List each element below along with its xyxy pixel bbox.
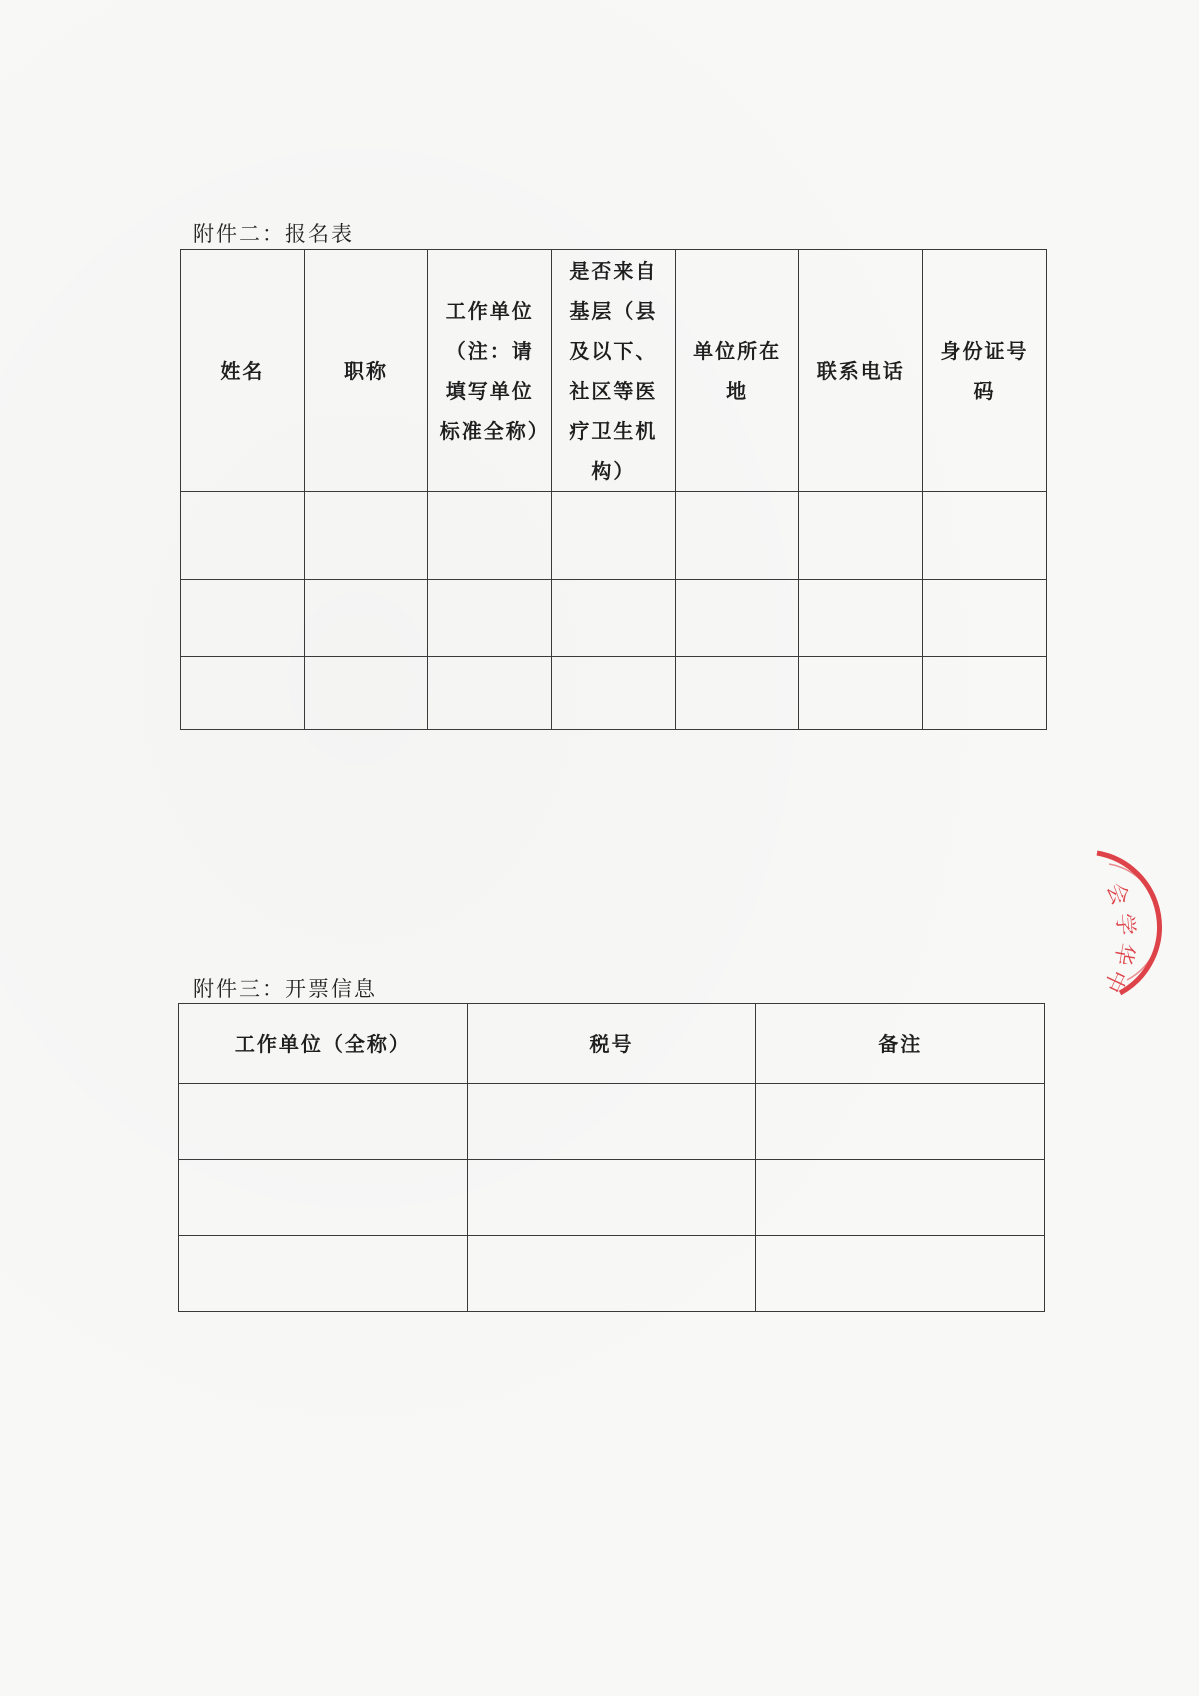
table-cell[interactable] [181, 657, 305, 730]
table-cell[interactable] [179, 1160, 468, 1236]
table-cell[interactable] [304, 657, 428, 730]
table-row [179, 1236, 1045, 1312]
table-cell[interactable] [552, 492, 676, 580]
table-cell[interactable] [756, 1084, 1045, 1160]
header-id-number: 身份证号码 [923, 250, 1047, 492]
table-row [181, 657, 1047, 730]
table-cell[interactable] [799, 492, 923, 580]
table-row [179, 1160, 1045, 1236]
header-work-unit-full: 工作单位（全称） [179, 1004, 468, 1084]
table-cell[interactable] [181, 492, 305, 580]
header-remarks: 备注 [756, 1004, 1045, 1084]
table-cell[interactable] [179, 1084, 468, 1160]
table-cell[interactable] [304, 580, 428, 657]
seal-char: 中 [1098, 965, 1131, 996]
invoice-header-row [179, 1004, 1045, 1084]
table-cell[interactable] [756, 1160, 1045, 1236]
header-grassroots: 是否来自基层（县及以下、社区等医疗卫生机构） [552, 250, 676, 492]
table-row [181, 492, 1047, 580]
table-cell[interactable] [428, 580, 552, 657]
table-cell[interactable] [675, 580, 799, 657]
registration-header-row [181, 250, 1047, 492]
header-title: 职称 [304, 250, 428, 492]
table-cell[interactable] [552, 580, 676, 657]
header-unit-location: 单位所在地 [675, 250, 799, 492]
table-cell[interactable] [552, 657, 676, 730]
registration-table [180, 249, 1047, 730]
header-phone: 联系电话 [799, 250, 923, 492]
table-row [181, 580, 1047, 657]
table-cell[interactable] [428, 657, 552, 730]
header-work-unit: 工作单位（注：请填写单位标准全称） [428, 250, 552, 492]
table-cell[interactable] [467, 1084, 756, 1160]
table-row [179, 1084, 1045, 1160]
seal-char: 会 [1101, 879, 1133, 909]
table-cell[interactable] [923, 492, 1047, 580]
attachment-2-title: 附件二：报名表 [193, 222, 354, 246]
table-cell[interactable] [467, 1236, 756, 1312]
table-cell[interactable] [923, 657, 1047, 730]
seal-char: 华 [1109, 940, 1138, 967]
table-cell[interactable] [675, 492, 799, 580]
table-cell[interactable] [304, 492, 428, 580]
table-cell[interactable] [799, 580, 923, 657]
table-cell[interactable] [179, 1236, 468, 1312]
table-cell[interactable] [799, 657, 923, 730]
table-cell[interactable] [756, 1236, 1045, 1312]
table-cell[interactable] [428, 492, 552, 580]
header-name: 姓名 [181, 250, 305, 492]
header-tax-number: 税号 [467, 1004, 756, 1084]
seal-char: 学 [1111, 912, 1138, 937]
table-cell[interactable] [467, 1160, 756, 1236]
red-seal-stamp [1085, 828, 1199, 1008]
invoice-table [178, 1003, 1045, 1312]
table-cell[interactable] [181, 580, 305, 657]
table-cell[interactable] [675, 657, 799, 730]
table-cell[interactable] [923, 580, 1047, 657]
attachment-3-title: 附件三：开票信息 [193, 977, 377, 1001]
